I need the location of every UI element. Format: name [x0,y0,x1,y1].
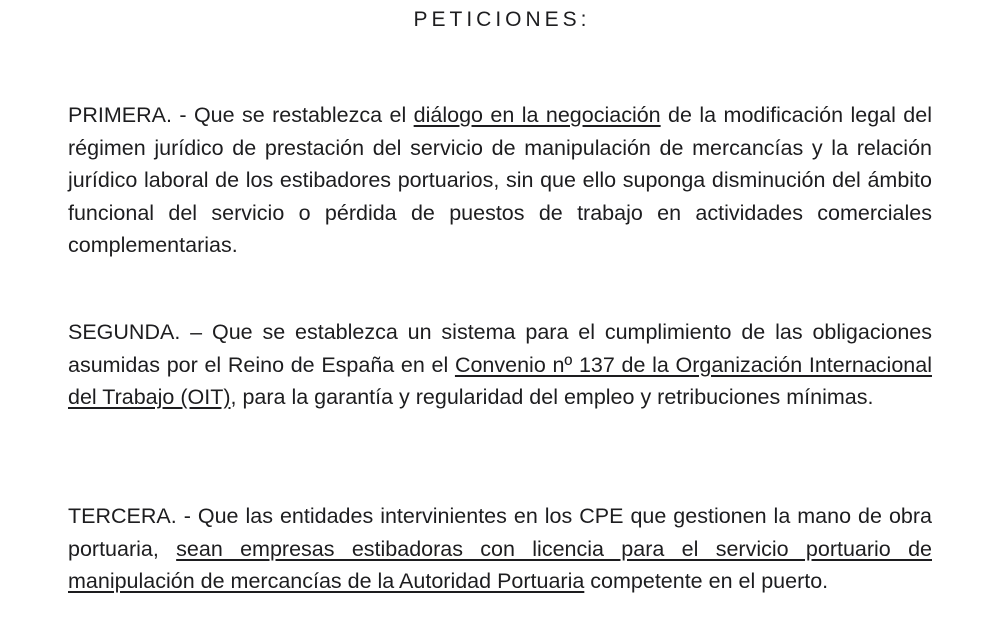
petition-underlined-text: sean empresas estibadoras con licencia para el servicio portuario de manipulación de mercancías de la Autoridad Portuaria [68,536,932,593]
petition-text-continued: de la modificación legal del régimen jurídico de prestación del servicio de manipulación de mercancías y la relación jurídico laboral de los estibadores portuarios, sin que ello suponga disminución del ámbito funcional del servicio o pérdida de puestos de trabajo en actividades comerciales complementarias. [68,103,932,257]
petition-label: SEGUNDA. – [68,320,212,344]
petition-underlined-text: diálogo en la negociación [413,103,661,127]
page-title: PETICIONES: [413,8,591,31]
petition-tercera [68,500,932,598]
petition-text-continued: , para la garantía y regularidad del empleo y retribuciones mínimas. [230,385,874,409]
petition-label: PRIMERA. - [68,103,194,127]
petition-text-continued: competente en el puerto. [584,569,829,593]
petition-underlined-text: Convenio nº 137 de la Organización Internacional del Trabajo (OIT) [68,352,932,409]
petition-primera [68,99,932,262]
petition-text: Que se restablezca el [193,103,414,127]
petition-text: Que las entidades intervinientes en los CPE que gestionen la mano de obra portuaria, [68,504,932,561]
petition-label: TERCERA. - [68,504,198,528]
petition-text: Que se establezca un sistema para el cumplimiento de las obligaciones asumidas por el Reino de España en el [68,320,932,377]
petition-segunda [68,316,932,414]
